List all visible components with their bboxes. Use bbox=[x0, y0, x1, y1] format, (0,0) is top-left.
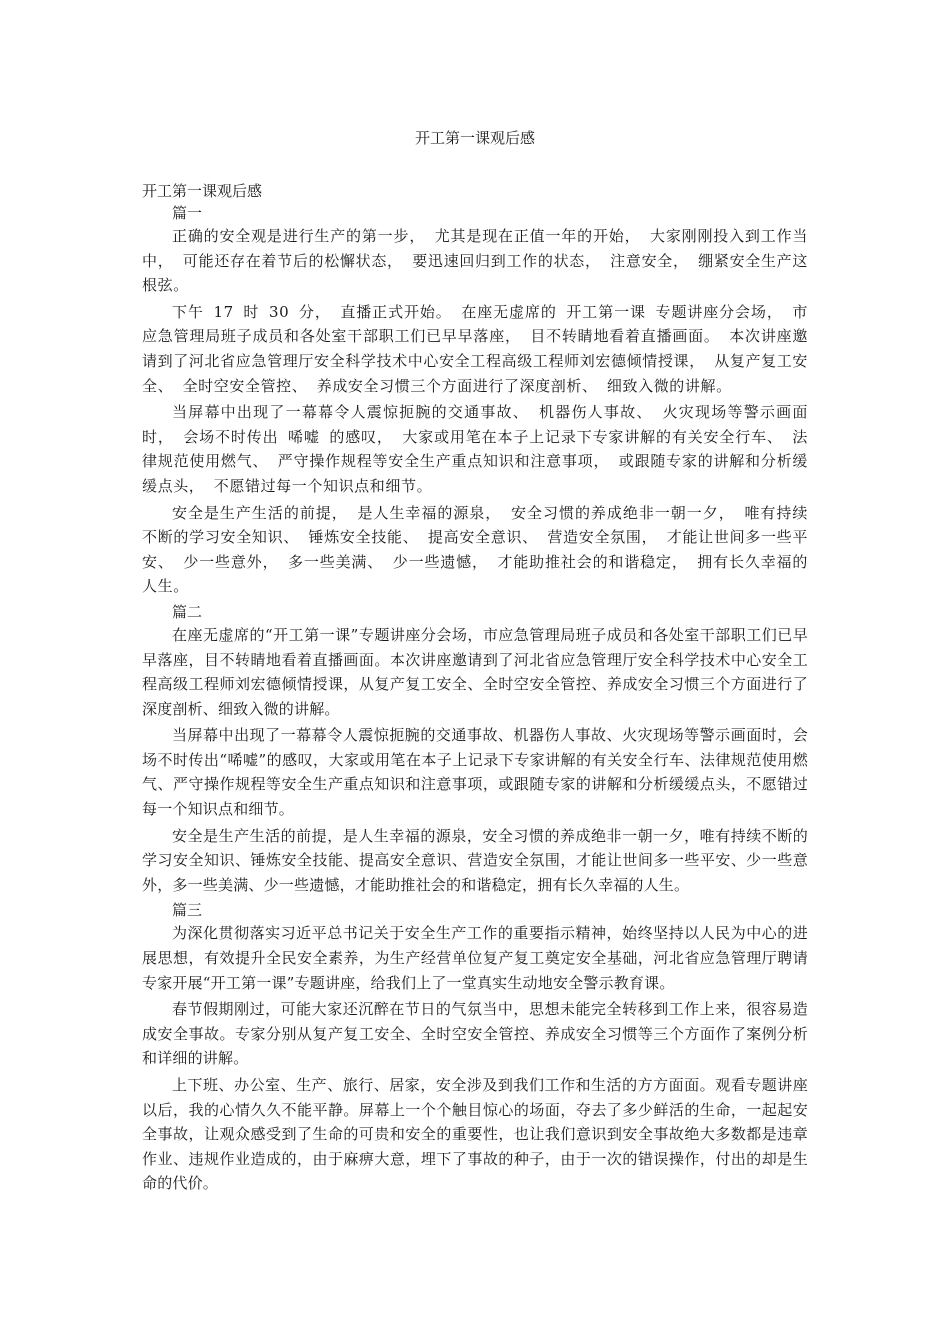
section-3 bbox=[142, 899, 808, 1196]
paragraph: 当屏幕中出现了一幕幕令人震惊扼腕的交通事故、 机器伤人事故、 火灾现场等警示画面时， 会场不时传出 唏嘘 的感叹， 大家或用笔在本子上记录下专家讲解的有关安全行车、 法律规范使用燃气、 严守操作规程等安全生产重点知识和注意事项， 或跟随专家的讲解和分析缓缓点头， 不愿错过每一个知识点和细节。 bbox=[142, 403, 808, 495]
paragraph: 下午 17 时 30 分， 直播正式开始。 在座无虚席的 开工第一课 专题讲座分会场， 市应急管理局班子成员和各处室干部职工们已早早落座， 目不转睛地看着直播画面。 本次讲座邀请到了河北省应急管理厅安全科学技术中心安全工程高级工程师刘宏德倾情授课， 从复产复工安全、 全时空安全管控、 养成安全习惯三个方面进行了深度剖析、 细致入微的讲解。 bbox=[142, 302, 808, 395]
section-label: 篇三 bbox=[172, 901, 203, 920]
document-subtitle: 开工第一课观后感 bbox=[142, 182, 263, 200]
paragraph: 安全是生产生活的前提， 是人生幸福的源泉， 安全习惯的养成绝非一朝一夕， 唯有持续不断的学习安全知识、 锤炼安全技能、 提高安全意识、 营造安全氛围， 才能让世间多一些平安、 少一些意外， 多一些美满、 少一些遗憾， 才能助推社会的和谐稳定， 拥有长久幸福的人生。 bbox=[142, 503, 808, 596]
document-title: 开工第一课观后感 bbox=[414, 129, 535, 147]
paragraph: 春节假期刚过，可能大家还沉醉在节日的气氛当中，思想未能完全转移到工作上来，很容易造成安全事故。专家分别从复产复工安全、全时空安全管控、养成安全习惯等三个方面作了案例分析和详细的讲解。 bbox=[142, 1000, 808, 1068]
section-1 bbox=[142, 202, 808, 599]
document-page bbox=[142, 118, 808, 1198]
paragraph: 上下班、办公室、生产、旅行、居家，安全涉及到我们工作和生活的方方面面。观看专题讲座以后，我的心情久久不能平静。屏幕上一个个触目惊心的场面，夺去了多少鲜活的生命，一起起安全事故，让观众感受到了生命的可贵和安全的重要性，也让我们意识到安全事故绝大多数都是违章作业、违规作业造成的，由于麻痹大意，埋下了事故的种子，由于一次的错误操作，付出的却是生命的代价。 bbox=[142, 1076, 808, 1193]
paragraph: 当屏幕中出现了一幕幕令人震惊扼腕的交通事故、机器伤人事故、火灾现场等警示画面时，会场不时传出“唏嘘”的感叹，大家或用笔在本子上记录下专家讲解的有关安全行车、法律规范使用燃气、严守操作规程等安全生产重点知识和注意事项，或跟随专家的讲解和分析缓缓点头，不愿错过每一个知识点和细节。 bbox=[142, 726, 808, 819]
paragraph: 正确的安全观是进行生产的第一步， 尤其是现在正值一年的开始， 大家刚刚投入到工作当中， 可能还存在着节后的松懈状态， 要迅速回归到工作的状态， 注意安全， 绷紧安全生产这根弦。 bbox=[142, 227, 808, 295]
paragraph: 为深化贯彻落实习近平总书记关于安全生产工作的重要指示精神，始终坚持以人民为中心的进展思想，有效提升全民安全素养，为生产经营单位复产复工奠定安全基础，河北省应急管理厅聘请专家开展“开工第一课”专题讲座，给我们上了一堂真实生动地安全警示教育课。 bbox=[142, 924, 808, 992]
section-2 bbox=[142, 601, 808, 898]
paragraph: 在座无虚席的“开工第一课”专题讲座分会场，市应急管理局班子成员和各处室干部职工们已早早落座，目不转睛地看着直播画面。本次讲座邀请到了河北省应急管理厅安全科学技术中心安全工程高级工程师刘宏德倾情授课，从复产复工安全、全时空安全管控、养成安全习惯三个方面进行了深度剖析、细致入微的讲解。 bbox=[142, 625, 808, 718]
paragraph: 安全是生产生活的前提，是人生幸福的源泉，安全习惯的养成绝非一朝一夕，唯有持续不断的学习安全知识、锤炼安全技能、提高安全意识、营造安全氛围，才能让世间多一些平安、少一些意外，多一些美满、少一些遗憾，才能助推社会的和谐稳定，拥有长久幸福的人生。 bbox=[142, 826, 808, 894]
section-label: 篇一 bbox=[172, 204, 203, 222]
section-label: 篇二 bbox=[172, 602, 203, 621]
